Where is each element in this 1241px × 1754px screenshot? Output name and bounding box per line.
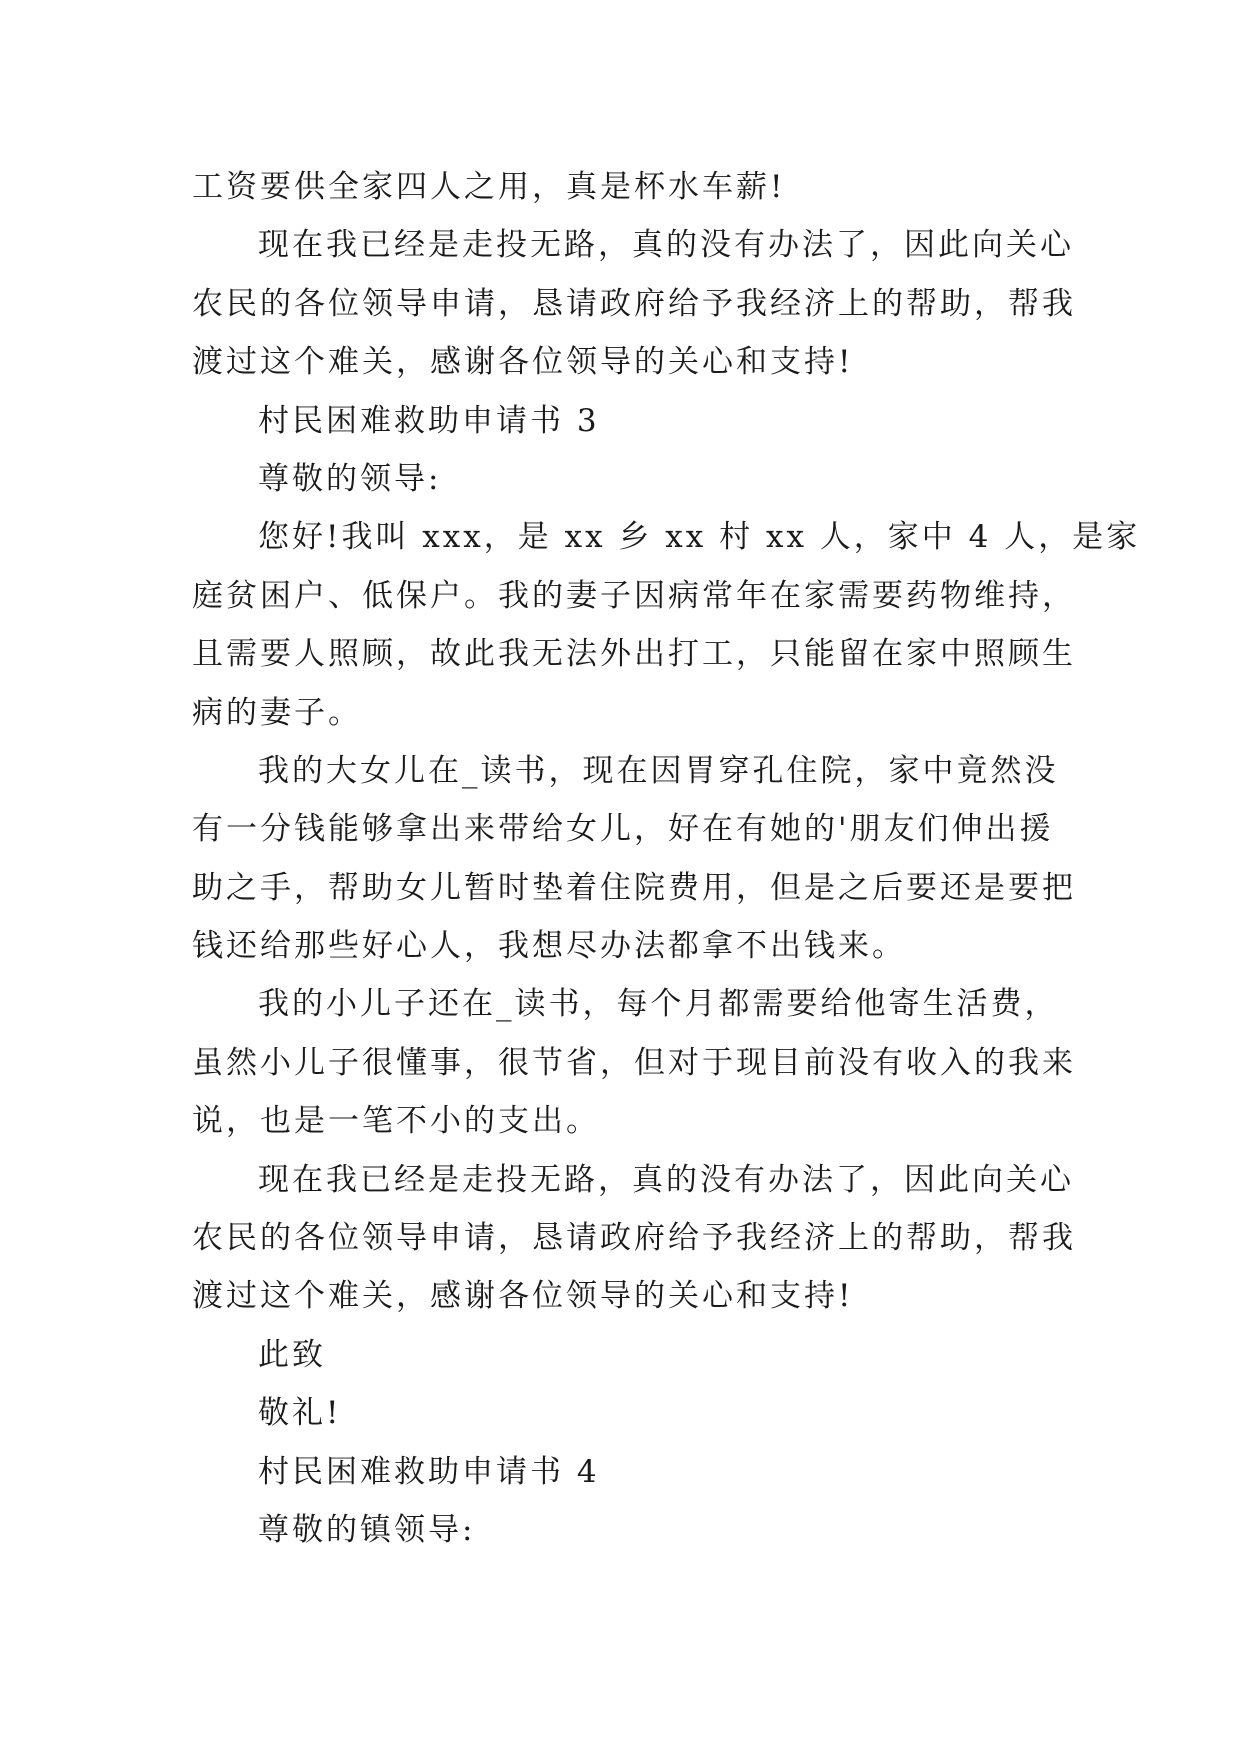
text-line: 且需要人照顾，故此我无法外出打工，只能留在家中照顾生 xyxy=(192,636,1076,673)
text-line: 助之手，帮助女儿暂时垫着住院费用，但是之后要还是要把 xyxy=(192,869,1076,906)
text-line: 虽然小儿子很懂事，很节省，但对于现目前没有收入的我来 xyxy=(192,1044,1076,1081)
salutation: 尊敬的镇领导: xyxy=(258,1511,476,1548)
text-line: 农民的各位领导申请，恳请政府给予我经济上的帮助，帮我 xyxy=(192,1220,1076,1257)
text-line: 农民的各位领导申请，恳请政府给予我经济上的帮助，帮我 xyxy=(192,285,1076,322)
closing-line: 此致 xyxy=(258,1336,326,1373)
salutation: 尊敬的领导: xyxy=(258,460,442,497)
section-heading: 村民困难救助申请书 3 xyxy=(258,402,600,439)
text-line: 有一分钱能够拿出来带给女儿，好在有她的'朋友们伸出援 xyxy=(192,811,1054,848)
text-line: 病的妻子。 xyxy=(192,694,362,731)
text-line: 现在我已经是走投无路，真的没有办法了，因此向关心 xyxy=(258,227,1074,264)
text-line: 我的小儿子还在_读书，每个月都需要给他寄生活费， xyxy=(258,986,1059,1023)
text-line: 现在我已经是走投无路，真的没有办法了，因此向关心 xyxy=(258,1161,1074,1198)
text-line: 我的大女儿在_读书，现在因胃穿孔住院，家中竟然没 xyxy=(258,752,1059,789)
text-line: 说，也是一笔不小的支出。 xyxy=(192,1103,600,1140)
closing-line: 敬礼! xyxy=(258,1395,342,1432)
text-line: 渡过这个难关，感谢各位领导的关心和支持! xyxy=(192,1278,854,1315)
section-heading: 村民困难救助申请书 4 xyxy=(258,1453,600,1490)
text-line: 工资要供全家四人之用，真是杯水车薪! xyxy=(192,169,786,205)
text-line: 庭贫困户、低保户。我的妻子因病常年在家需要药物维持， xyxy=(192,577,1076,614)
document-body xyxy=(192,158,1141,1559)
text-line: 渡过这个难关，感谢各位领导的关心和支持! xyxy=(192,344,854,381)
text-line: 钱还给那些好心人，我想尽办法都拿不出钱来。 xyxy=(192,928,906,965)
text-line: 您好!我叫 xxx，是 xx 乡 xx 村 xx 人，家中 4 人，是家 xyxy=(258,519,1141,556)
